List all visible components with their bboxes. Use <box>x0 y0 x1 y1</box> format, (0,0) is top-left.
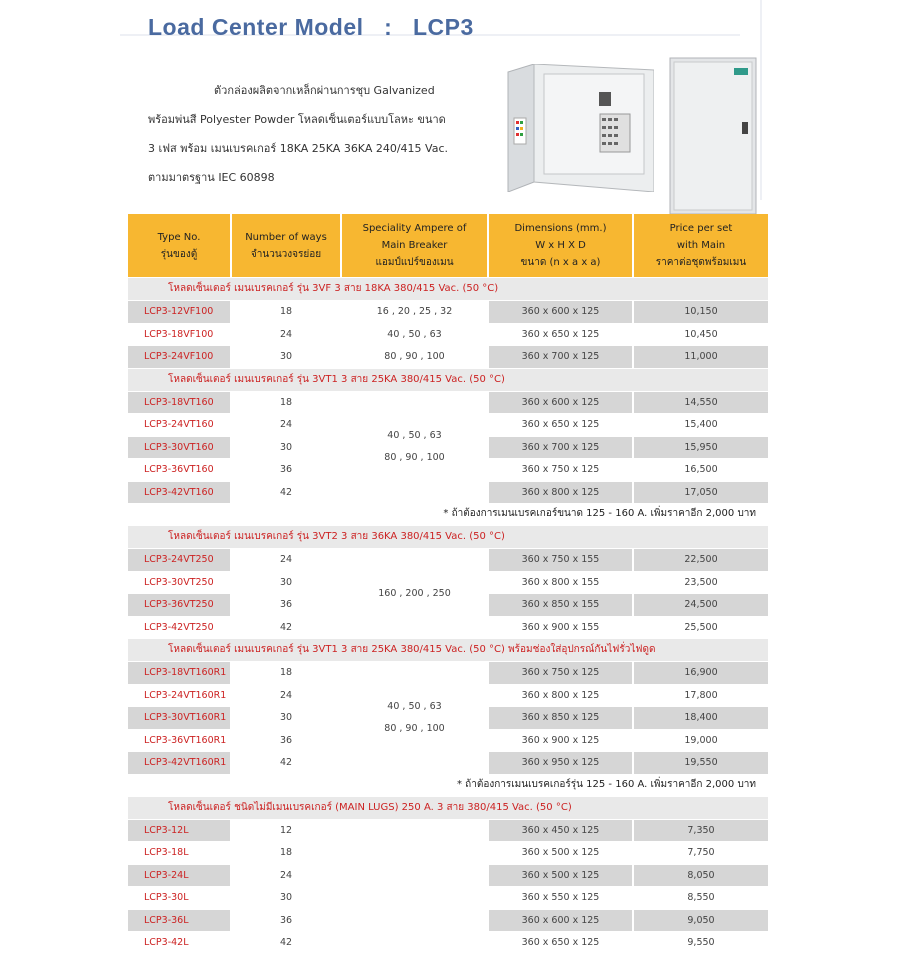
dimension-cell: 360 x 800 x 125 <box>489 685 632 707</box>
type-cell: LCP3-30VT160R1 <box>128 707 230 729</box>
group-left <box>128 662 342 774</box>
price-cell: 16,900 <box>634 662 768 684</box>
price-cell: 8,550 <box>634 887 768 909</box>
price-cell: 25,500 <box>634 617 768 639</box>
dimension-cell: 360 x 550 x 125 <box>489 887 632 909</box>
price-cell: 18,400 <box>634 707 768 729</box>
type-cell: LCP3-36VT250 <box>128 594 230 616</box>
dimension-cell: 360 x 650 x 125 <box>489 932 632 954</box>
type-cell: LCP3-12L <box>128 820 230 842</box>
type-cell: LCP3-30L <box>128 887 230 909</box>
dimension-cell: 360 x 600 x 125 <box>489 301 632 323</box>
description-line: 3 เฟส พร้อม เมนเบรคเกอร์ 18KA 25KA 36KA 240/415 Vac. <box>148 142 449 155</box>
table-row-right <box>489 459 768 481</box>
type-cell: LCP3-24VT250 <box>128 549 230 571</box>
section-title: โหลดเซ็นเตอร์ เมนเบรคเกอร์ รุ่น 3VT2 3 สาย 36KA 380/415 Vac. (50 °C) <box>128 526 768 548</box>
table-row <box>128 346 768 368</box>
price-cell: 22,500 <box>634 549 768 571</box>
section-title: โหลดเซ็นเตอร์ เมนเบรคเกอร์ รุ่น 3VF 3 สาย 18KA 380/415 Vac. (50 °C) <box>128 278 768 300</box>
dimension-cell: 360 x 850 x 155 <box>489 594 632 616</box>
note-text: * ถ้าต้องการเมนเบรคเกอร์ขนาด 125 - 160 A. เพิ่มราคาอีก 2,000 บาท <box>443 508 756 519</box>
ways-cell: 30 <box>232 572 340 594</box>
table-row-right <box>489 842 768 864</box>
table-row-right <box>489 549 768 571</box>
type-cell: LCP3-18VT160R1 <box>128 662 230 684</box>
type-cell: LCP3-42VT160R1 <box>128 752 230 774</box>
table-row-right <box>489 617 768 639</box>
description-line: ตามมาตรฐาน IEC 60898 <box>148 171 275 184</box>
group-left <box>128 549 342 638</box>
ampere-cell: 40 , 50 , 63 <box>342 324 487 346</box>
ampere-value: 80 , 90 , 100 <box>384 722 445 734</box>
table-row-right <box>489 730 768 752</box>
ampere-cell <box>342 662 487 774</box>
table-row-right <box>489 685 768 707</box>
ways-cell: 12 <box>232 820 340 842</box>
ways-cell: 24 <box>232 324 340 346</box>
dimension-cell: 360 x 800 x 155 <box>489 572 632 594</box>
section-group <box>128 662 768 774</box>
price-cell: 17,050 <box>634 482 768 504</box>
price-cell: 11,000 <box>634 346 768 368</box>
table-row <box>128 301 768 323</box>
ways-cell: 18 <box>232 301 340 323</box>
table-row-right <box>489 662 768 684</box>
type-cell: LCP3-18VT160 <box>128 392 230 414</box>
section-group <box>128 820 768 954</box>
type-cell: LCP3-42VT250 <box>128 617 230 639</box>
section-title: โหลดเซ็นเตอร์ เมนเบรคเกอร์ รุ่น 3VT1 3 สาย 25KA 380/415 Vac. (50 °C) พร้อมช่องใส่อุปกรณ์กันไฟรั่วไฟดูด <box>128 639 768 661</box>
table-row <box>128 549 342 571</box>
description-line: พร้อมพ่นสี Polyester Powder โหลดเซ็นเตอร์แบบโลหะ ขนาด <box>148 113 446 126</box>
dimension-cell: 360 x 750 x 125 <box>489 459 632 481</box>
ampere-value: 80 , 90 , 100 <box>384 452 445 464</box>
ways-cell: 36 <box>232 459 340 481</box>
table-row-right <box>489 910 768 932</box>
table-row <box>128 707 342 729</box>
table-row <box>128 324 768 346</box>
table-row-right <box>489 594 768 616</box>
table-row <box>128 482 342 504</box>
dimension-cell: 360 x 950 x 125 <box>489 752 632 774</box>
type-cell: LCP3-30VT250 <box>128 572 230 594</box>
type-cell: LCP3-36L <box>128 910 230 932</box>
ways-cell: 42 <box>232 752 340 774</box>
dimension-cell: 360 x 900 x 125 <box>489 730 632 752</box>
ways-cell: 30 <box>232 887 340 909</box>
type-cell: LCP3-42VT160 <box>128 482 230 504</box>
dimension-cell: 360 x 500 x 125 <box>489 842 632 864</box>
dimension-cell: 360 x 900 x 155 <box>489 617 632 639</box>
ways-cell: 30 <box>232 437 340 459</box>
section-title: โหลดเซ็นเตอร์ เมนเบรคเกอร์ รุ่น 3VT1 3 สาย 25KA 380/415 Vac. (50 °C) <box>128 369 768 391</box>
header-dimensions: Dimensions (mm.) W x H X D ขนาด (n x a x a) <box>489 214 632 277</box>
table-row <box>128 910 342 932</box>
price-cell: 9,050 <box>634 910 768 932</box>
table-row <box>128 572 342 594</box>
table-row-right <box>489 752 768 774</box>
ampere-cell <box>342 549 487 638</box>
table-row <box>128 820 342 842</box>
group-right <box>489 662 768 774</box>
ways-cell: 24 <box>232 865 340 887</box>
ways-cell: 36 <box>232 910 340 932</box>
table-body <box>128 278 768 954</box>
table-row <box>128 662 342 684</box>
type-cell: LCP3-18VF100 <box>128 324 230 346</box>
price-table <box>128 214 768 954</box>
page-title: Load Center Model : LCP3 <box>148 14 474 40</box>
price-cell: 15,400 <box>634 414 768 436</box>
header-price: Price per set with Main ราคาต่อชุดพร้อมเมน <box>634 214 768 277</box>
ampere-value: 40 , 50 , 63 <box>387 430 442 442</box>
price-cell: 16,500 <box>634 459 768 481</box>
table-row-right <box>489 572 768 594</box>
ways-cell: 18 <box>232 842 340 864</box>
price-cell: 7,750 <box>634 842 768 864</box>
price-cell: 15,950 <box>634 437 768 459</box>
table-row <box>128 842 342 864</box>
price-cell: 8,050 <box>634 865 768 887</box>
table-row-right <box>489 820 768 842</box>
ways-cell: 36 <box>232 594 340 616</box>
ampere-cell: 80 , 90 , 100 <box>342 346 487 368</box>
table-row-right <box>489 482 768 504</box>
dimension-cell: 360 x 650 x 125 <box>489 414 632 436</box>
ampere-cell: 16 , 20 , 25 , 32 <box>342 301 487 323</box>
ways-cell: 24 <box>232 549 340 571</box>
ways-cell: 42 <box>232 617 340 639</box>
ampere-cell <box>342 820 487 954</box>
dimension-cell: 360 x 850 x 125 <box>489 707 632 729</box>
type-cell: LCP3-12VF100 <box>128 301 230 323</box>
price-cell: 19,000 <box>634 730 768 752</box>
ways-cell: 24 <box>232 414 340 436</box>
ways-cell: 42 <box>232 482 340 504</box>
description <box>148 76 518 192</box>
section-title: โหลดเซ็นเตอร์ ชนิดไม่มีเมนเบรคเกอร์ (MAIN LUGS) 250 A. 3 สาย 380/415 Vac. (50 °C) <box>128 797 768 819</box>
table-row <box>128 414 342 436</box>
type-cell: LCP3-36VT160R1 <box>128 730 230 752</box>
price-cell: 10,450 <box>634 324 768 346</box>
ampere-cell <box>342 392 487 504</box>
price-cell: 7,350 <box>634 820 768 842</box>
ways-cell: 42 <box>232 932 340 954</box>
group-right <box>489 549 768 638</box>
price-cell: 19,550 <box>634 752 768 774</box>
section-group <box>128 549 768 638</box>
dimension-cell: 360 x 700 x 125 <box>489 437 632 459</box>
note-text: * ถ้าต้องการเมนเบรคเกอร์รุ่น 125 - 160 A. เพิ่มราคาอีก 2,000 บาท <box>456 778 756 790</box>
dimension-cell: 360 x 700 x 125 <box>489 346 632 368</box>
price-cell: 9,550 <box>634 932 768 954</box>
open-cabinet-image <box>504 64 654 192</box>
ampere-value: 40 , 50 , 63 <box>387 700 442 712</box>
price-cell: 23,500 <box>634 572 768 594</box>
table-row <box>128 752 342 774</box>
table-row <box>128 730 342 752</box>
table-row <box>128 617 342 639</box>
price-cell: 14,550 <box>634 392 768 414</box>
dimension-cell: 360 x 750 x 125 <box>489 662 632 684</box>
group-right <box>489 392 768 504</box>
section-group <box>128 392 768 504</box>
ways-cell: 30 <box>232 346 340 368</box>
header-ampere: Speciality Ampere of Main Breaker แอมป์แปร์ของเมน <box>342 214 487 277</box>
table-row <box>128 887 342 909</box>
price-cell: 24,500 <box>634 594 768 616</box>
description-line: ตัวกล่องผลิตจากเหล็กผ่านการชุบ Galvanized <box>214 84 435 97</box>
type-cell: LCP3-24VF100 <box>128 346 230 368</box>
table-row <box>128 865 342 887</box>
dimension-cell: 360 x 500 x 125 <box>489 865 632 887</box>
table-row <box>128 392 342 414</box>
ways-cell: 36 <box>232 730 340 752</box>
ways-cell: 18 <box>232 662 340 684</box>
dimension-cell: 360 x 600 x 125 <box>489 910 632 932</box>
dimension-cell: 360 x 750 x 155 <box>489 549 632 571</box>
ways-cell: 24 <box>232 685 340 707</box>
table-row <box>128 459 342 481</box>
type-cell: LCP3-30VT160 <box>128 437 230 459</box>
table-row-right <box>489 414 768 436</box>
table-row <box>128 685 342 707</box>
group-left <box>128 392 342 504</box>
dimension-cell: 360 x 800 x 125 <box>489 482 632 504</box>
type-cell: LCP3-24VT160 <box>128 414 230 436</box>
group-right <box>489 820 768 954</box>
dimension-cell: 360 x 650 x 125 <box>489 324 632 346</box>
table-row-right <box>489 392 768 414</box>
dimension-cell: 360 x 450 x 125 <box>489 820 632 842</box>
table-row-right <box>489 865 768 887</box>
ampere-value: 160 , 200 , 250 <box>378 587 451 599</box>
table-row-right <box>489 932 768 954</box>
table-row <box>128 594 342 616</box>
type-cell: LCP3-24VT160R1 <box>128 685 230 707</box>
type-cell: LCP3-24L <box>128 865 230 887</box>
header-type: Type No. รุ่นของตู้ <box>128 214 230 277</box>
header-ways: Number of ways จำนวนวงจรย่อย <box>232 214 340 277</box>
price-cell: 17,800 <box>634 685 768 707</box>
price-cell: 10,150 <box>634 301 768 323</box>
dimension-cell: 360 x 600 x 125 <box>489 392 632 414</box>
table-row <box>128 932 342 954</box>
background-decoration <box>760 0 762 200</box>
type-cell: LCP3-42L <box>128 932 230 954</box>
table-row-right <box>489 887 768 909</box>
type-cell: LCP3-36VT160 <box>128 459 230 481</box>
ways-cell: 18 <box>232 392 340 414</box>
table-row-right <box>489 707 768 729</box>
table-row-right <box>489 437 768 459</box>
table-row <box>128 437 342 459</box>
closed-cabinet-image <box>668 56 758 216</box>
group-left <box>128 820 342 954</box>
table-header <box>128 214 768 277</box>
type-cell: LCP3-18L <box>128 842 230 864</box>
ways-cell: 30 <box>232 707 340 729</box>
